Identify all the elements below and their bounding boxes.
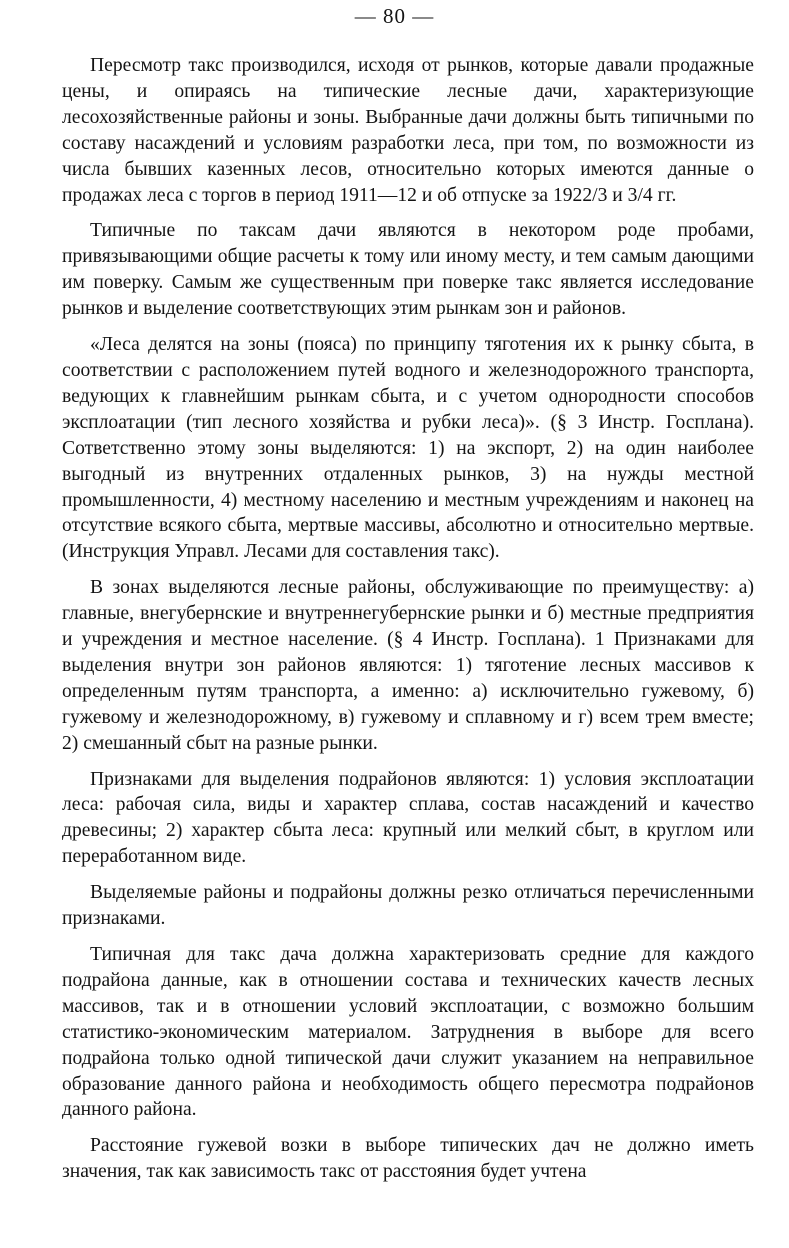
paragraph-1: Пересмотр такс производился, исходя от рынков, которые давали продажные цены, и опираясь на типические лесные дачи, характеризующие лесохозяйственные районы и зоны. Выбранные дачи должны быть типичными по составу насаждений и условиям разработки леса, при том, по возможности из числа бывших казенных лесов, относительно которых имеются данные о продажах леса с торгов в период 1911—12 и об отпуске за 1922/3 и 3/4 гг. (62, 55, 754, 206)
paragraph-7: Типичная для такс дача должна характеризовать средние для каждого подрайона данные, как в отношении состава и технических качеств лесных массивов, так и в отношении условий эксплоатации, с возможно большим статистико-экономическим материалом. Затруднения в выборе для всего подрайона только одной типической дачи служит указанием на неправильное образование данного района и необходимость общего пересмотра подрайонов данного района. (62, 944, 754, 1121)
paragraph-2: Типичные по таксам дачи являются в некотором роде пробами, привязывающими общие расчеты к тому или иному месту, и тем самым дающими им поверку. Самым же существенным при поверке такс является исследование рынков и выделение соответствующих этим рынкам зон и районов. (62, 220, 754, 320)
page-number: — 80 — (354, 4, 435, 28)
text-body (62, 53, 754, 1185)
paragraph-3: «Леса делятся на зоны (пояса) по принципу тяготения их к рынку сбыта, в соответствии с расположением путей водного и железнодорожного транспорта, ведующих к главнейшим рынкам сбыта, и с учетом однородности способов эксплоатации (тип лесного хозяйства и рубки леса)». (§ 3 Инстр. Госплана). Сответственно этому зоны выделяются: 1) на экспорт, 2) на один наиболее выгодный из внутренних отдаленных рынков, 3) на нужды местной промышленности, 4) местному населению и местным учреждениям и наконец на отсутствие всякого сбыта, мертвые массивы, абсолютно и относительно мертвые. (Инструкция Управл. Лесами для составления такс). (62, 334, 754, 563)
paragraph-6: Выделяемые районы и подрайоны должны резко отличаться перечисленными признаками. (62, 882, 754, 930)
paragraph-5: Признаками для выделения подрайонов являются: 1) условия эксплоатации леса: рабочая сила, виды и характер сплава, состав насаждений и качество древесины; 2) характер сбыта леса: крупный или мелкий сбыт, в круглом или переработанном виде. (62, 768, 754, 868)
paragraph-4: В зонах выделяются лесные районы, обслуживающие по преимуществу: а) главные, внегубернские и внутреннегубернские рынки и б) местные предприятия и учреждения и местное население. (§ 4 Инстр. Госплана). 1 Признаками для выделения внутри зон районов являются: 1) тяготение лесных массивов к определенным путям транспорта, а именно: а) исключительно гужевому, б) гужевому и железнодорожному, в) гужевому и сплавному и г) всем трем вместе; 2) смешанный сбыт на разные рынки. (62, 577, 754, 754)
paragraph-8: Расстояние гужевой возки в выборе типических дач не должно иметь значения, так как зависимость такс от расстояния будет учтена (62, 1135, 754, 1183)
